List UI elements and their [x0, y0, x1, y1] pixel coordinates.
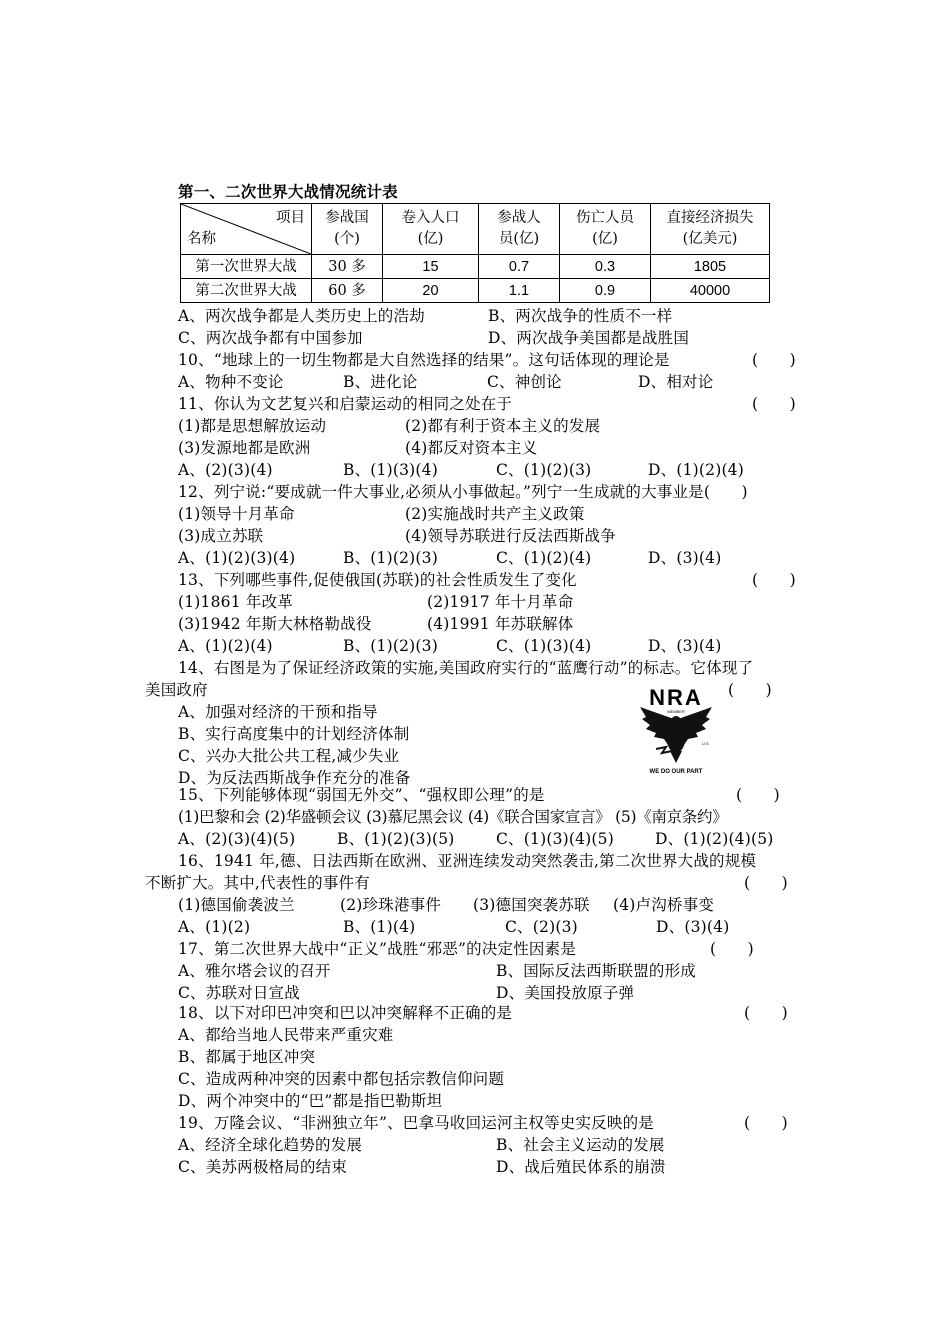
q13-statement-3: (3)1942 年斯大林格勒战役	[178, 615, 372, 633]
q11-option-c: C、(1)(2)(3)	[496, 461, 592, 479]
q13-option-c: C、(1)(3)(4)	[496, 637, 592, 655]
q18-answer-paren: ( )	[744, 1004, 788, 1022]
q15-option-d: D、(1)(2)(4)(5)	[655, 830, 774, 848]
header-population: 卷入人口 (亿)	[383, 204, 479, 255]
corner-label-name: 名称	[187, 231, 216, 247]
q16-option-c: C、(2)(3)	[505, 918, 578, 936]
q19-option-a: A、经济全球化趋势的发展	[178, 1136, 363, 1154]
q12-statement-2: (2)实施战时共产主义政策	[405, 505, 585, 523]
q10-option-c: C、神创论	[487, 373, 562, 391]
q18-option-c: C、造成两种冲突的因素中都包括宗教信仰问题	[178, 1070, 505, 1088]
q18-stem: 18、以下对印巴冲突和巴以冲突解释不正确的是	[178, 1004, 513, 1022]
q19-answer-paren: ( )	[744, 1114, 788, 1132]
q10-answer-paren: ( )	[752, 351, 796, 369]
q11-option-d: D、(1)(2)(4)	[648, 461, 744, 479]
row-name: 第二次世界大战	[181, 279, 312, 303]
q17-stem: 17、第二次世界大战中“正义”战胜“邪恶”的决定性因素是	[178, 940, 577, 958]
q19-option-c: C、美苏两极格局的结束	[178, 1158, 348, 1176]
q16-stem-line1: 16、1941 年,德、日法西斯在欧洲、亚洲连续发动突然袭击,第二次世界大战的规模	[178, 852, 757, 870]
q11-option-b: B、(1)(3)(4)	[343, 461, 438, 479]
q17-option-c: C、苏联对日宣战	[178, 984, 300, 1002]
q18-option-d: D、两个冲突中的“巴”都是指巴勒斯坦	[178, 1092, 443, 1110]
q17-answer-paren: ( )	[710, 940, 754, 958]
q16-statement-2: (2)珍珠港事件	[340, 896, 442, 914]
q13-option-a: A、(1)(2)(4)	[178, 637, 273, 655]
cell-value: 15	[383, 255, 479, 279]
q11-stem: 11、你认为文艺复兴和启蒙运动的相同之处在于	[178, 395, 513, 413]
cell-value: 30 多	[312, 255, 383, 279]
q16-option-a: A、(1)(2)	[178, 918, 251, 936]
nra-motto: WE DO OUR PART	[649, 769, 703, 775]
q18-option-a: A、都给当地人民带来严重灾难	[178, 1026, 394, 1044]
cell-value: 60 多	[312, 279, 383, 303]
row-name: 第一次世界大战	[181, 255, 312, 279]
q14-option-d: D、为反法西斯战争作充分的准备	[178, 769, 411, 787]
q14-option-a: A、加强对经济的干预和指导	[178, 703, 378, 721]
q14-stem-line2: 美国政府	[145, 681, 208, 699]
q19-stem: 19、万隆会议、“非洲独立年”、巴拿马收回运河主权等史实反映的是	[178, 1114, 654, 1132]
header-countries: 参战国 (个)	[312, 204, 383, 255]
table-row	[181, 255, 770, 279]
q11-statement-2: (2)都有利于资本主义的发展	[405, 417, 601, 435]
q11-answer-paren: ( )	[752, 395, 796, 413]
q12-option-c: C、(1)(2)(4)	[496, 549, 592, 567]
q9-option-b: B、两次战争的性质不一样	[488, 307, 673, 325]
q15-option-b: B、(1)(2)(3)(5)	[337, 830, 455, 848]
q16-option-d: D、(3)(4)	[656, 918, 730, 936]
cell-value: 0.9	[560, 279, 651, 303]
q10-option-d: D、相对论	[638, 373, 714, 391]
q14-option-b: B、实行高度集中的计划经济体制	[178, 725, 410, 743]
q12-option-a: A、(1)(2)(3)(4)	[178, 549, 296, 567]
q17-option-a: A、雅尔塔会议的召开	[178, 962, 331, 980]
q9-option-a: A、两次战争都是人类历史上的浩劫	[178, 307, 425, 325]
nra-blue-eagle-logo	[636, 683, 716, 775]
q12-statement-4: (4)领导苏联进行反法西斯战争	[405, 527, 616, 545]
table-header-row	[181, 204, 770, 255]
q15-answer-paren: ( )	[736, 786, 780, 804]
q16-option-b: B、(1)(4)	[343, 918, 416, 936]
nra-us-label: U.S.	[702, 741, 710, 746]
q16-statement-4: (4)卢沟桥事变	[613, 896, 715, 914]
cell-value: 0.7	[479, 255, 560, 279]
cell-value: 1.1	[479, 279, 560, 303]
q11-statement-3: (3)发源地都是欧洲	[178, 439, 311, 457]
header-soldiers: 参战人 员(亿)	[479, 204, 560, 255]
q19-option-d: D、战后殖民体系的崩溃	[496, 1158, 666, 1176]
q13-stem: 13、下列哪些事件,促使俄国(苏联)的社会性质发生了变化	[178, 571, 577, 589]
nra-member-label: MEMBER	[667, 709, 685, 714]
q13-option-b: B、(1)(2)(3)	[343, 637, 438, 655]
cell-value: 0.3	[560, 255, 651, 279]
q16-statement-3: (3)德国突袭苏联	[473, 896, 590, 914]
q16-answer-paren: ( )	[744, 874, 788, 892]
q10-stem: 10、“地球上的一切生物都是大自然选择的结果”。这句话体现的理论是	[178, 351, 670, 369]
q13-statement-1: (1)1861 年改革	[178, 593, 294, 611]
q12-option-b: B、(1)(2)(3)	[343, 549, 438, 567]
table-row	[181, 279, 770, 303]
q9-option-c: C、两次战争都有中国参加	[178, 329, 363, 347]
nra-title: NRA	[649, 685, 703, 710]
q17-option-b: B、国际反法西斯联盟的形成	[496, 962, 696, 980]
table-title: 第一、二次世界大战情况统计表	[178, 182, 398, 201]
q14-answer-paren: ( )	[728, 681, 772, 699]
q17-option-d: D、美国投放原子弹	[496, 984, 635, 1002]
q15-option-a: A、(2)(3)(4)(5)	[178, 830, 296, 848]
header-economic-loss: 直接经济损失 (亿美元)	[651, 204, 770, 255]
header-casualties: 伤亡人员 (亿)	[560, 204, 651, 255]
cell-value: 1805	[651, 255, 770, 279]
q12-statement-3: (3)成立苏联	[178, 527, 264, 545]
q12-statement-1: (1)领导十月革命	[178, 505, 295, 523]
q10-option-b: B、进化论	[343, 373, 418, 391]
cell-value: 40000	[651, 279, 770, 303]
q16-stem-line2: 不断扩大。其中,代表性的事件有	[145, 874, 370, 892]
q12-stem: 12、列宁说:“要成就一件大事业,必须从小事做起。”列宁一生成就的大事业是( )	[178, 483, 748, 501]
q15-stem: 15、下列能够体现“弱国无外交”、“强权即公理”的是	[178, 786, 545, 804]
q9-option-d: D、两次战争美国都是战胜国	[488, 329, 690, 347]
q13-statement-4: (4)1991 年苏联解体	[427, 615, 574, 633]
q13-option-d: D、(3)(4)	[648, 637, 722, 655]
q13-statement-2: (2)1917 年十月革命	[427, 593, 574, 611]
cell-value: 20	[383, 279, 479, 303]
q12-option-d: D、(3)(4)	[648, 549, 722, 567]
q10-option-a: A、物种不变论	[178, 373, 284, 391]
table-corner-cell	[181, 204, 312, 255]
war-statistics-table	[180, 203, 770, 303]
q19-option-b: B、社会主义运动的发展	[496, 1136, 665, 1154]
q16-statement-1: (1)德国偷袭波兰	[178, 896, 295, 914]
q18-option-b: B、都属于地区冲突	[178, 1048, 316, 1066]
q15-option-c: C、(1)(3)(4)(5)	[496, 830, 614, 848]
q11-statement-1: (1)都是思想解放运动	[178, 417, 327, 435]
q15-statements: (1)巴黎和会 (2)华盛顿会议 (3)慕尼黑会议 (4)《联合国家宣言》 (5)《南京条约》	[178, 808, 728, 826]
q14-option-c: C、兴办大批公共工程,减少失业	[178, 747, 400, 765]
q11-option-a: A、(2)(3)(4)	[178, 461, 273, 479]
q11-statement-4: (4)都反对资本主义	[405, 439, 538, 457]
corner-label-item: 项目	[276, 210, 305, 226]
q14-stem-line1: 14、右图是为了保证经济政策的实施,美国政府实行的“蓝鹰行动”的标志。它体现了	[178, 659, 754, 677]
q13-answer-paren: ( )	[752, 571, 796, 589]
